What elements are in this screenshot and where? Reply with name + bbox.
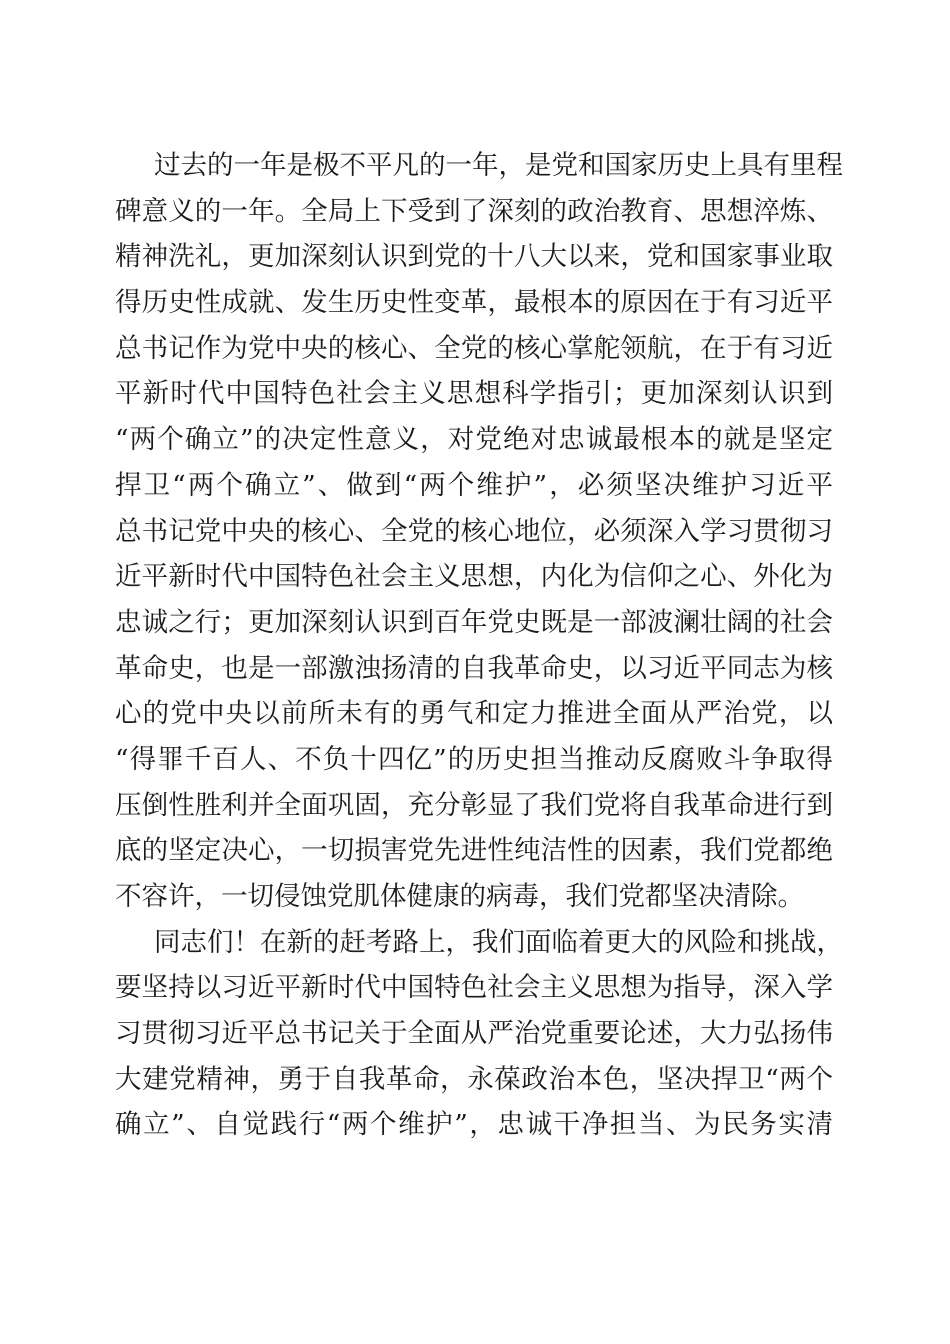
text-line: 得历史性成就、发生历史性变革，最根本的原因在于有习近平 (115, 287, 833, 319)
text-line: 总书记党中央的核心、全党的核心地位，必须深入学习贯彻习 (115, 515, 833, 547)
text-line: 过去的一年是极不平凡的一年，是党和国家历史上具有里程 (154, 150, 843, 181)
text-line: “两个确立”的决定性意义，对党绝对忠诚最根本的就是坚定 (115, 424, 833, 456)
text-line: 精神洗礼，更加深刻认识到党的十八大以来，党和国家事业取 (115, 241, 833, 273)
text-line: 近平新时代中国特色社会主义思想，内化为信仰之心、外化为 (115, 561, 833, 593)
text-line: 要坚持以习近平新时代中国特色社会主义思想为指导，深入学 (115, 972, 833, 1004)
text-line: 心的党中央以前所未有的勇气和定力推进全面从严治党，以 (115, 698, 833, 730)
text-line: 总书记作为党中央的核心、全党的核心掌舵领航，在于有习近 (115, 332, 833, 364)
text-line: 确立”、自觉践行“两个维护”，忠诚干净担当、为民务实清 (115, 1109, 833, 1141)
paragraph-2 (115, 920, 843, 1148)
text-line: “得罪千百人、不负十四亿”的历史担当推动反腐败斗争取得 (115, 743, 833, 775)
document-body (115, 143, 843, 1148)
text-line: 捍卫“两个确立”、做到“两个维护”，必须坚决维护习近平 (115, 469, 833, 501)
text-line: 忠诚之行；更加深刻认识到百年党史既是一部波澜壮阔的社会 (115, 606, 833, 638)
text-line: 大建党精神，勇于自我革命，永葆政治本色，坚决捍卫“两个 (115, 1063, 833, 1095)
text-line: 习贯彻习近平总书记关于全面从严治党重要论述，大力弘扬伟 (115, 1018, 833, 1050)
text-line: 革命史，也是一部激浊扬清的自我革命史，以习近平同志为核 (115, 652, 833, 684)
text-line: 碑意义的一年。全局上下受到了深刻的政治教育、思想淬炼、 (115, 195, 833, 227)
text-line: 同志们！在新的赶考路上，我们面临着更大的风险和挑战， (154, 926, 843, 958)
text-line: 底的坚定决心，一切损害党先进性纯洁性的因素，我们党都绝 (115, 835, 833, 867)
text-line: 压倒性胜利并全面巩固，充分彰显了我们党将自我革命进行到 (115, 789, 833, 821)
paragraph-1 (115, 143, 843, 920)
text-line: 不容许，一切侵蚀党肌体健康的病毒，我们党都坚决清除。 (115, 881, 804, 912)
text-line: 平新时代中国特色社会主义思想科学指引；更加深刻认识到 (115, 378, 833, 410)
